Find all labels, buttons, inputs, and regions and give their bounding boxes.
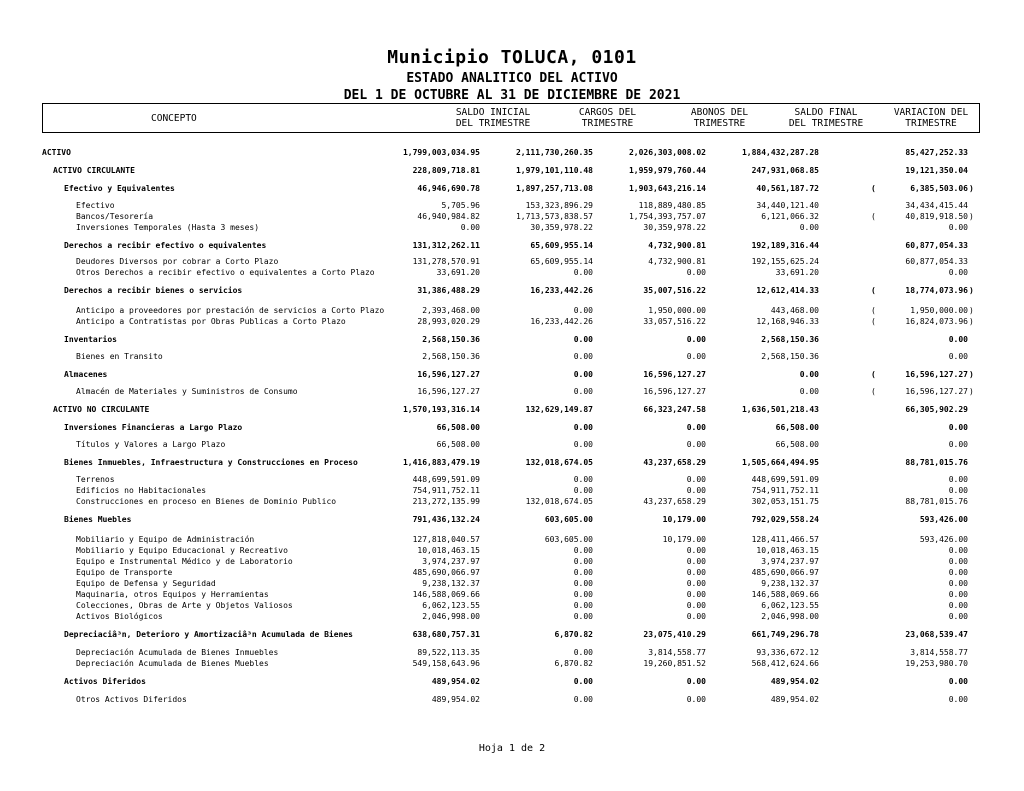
saldo-inicial-cell: 549,158,643.96 [412,659,480,668]
saldo-inicial-cell: 16,596,127.27 [417,370,480,379]
cargos-cell: 0.00 [573,440,593,449]
account-label: ACTIVO NO CIRCULANTE [53,405,150,414]
variacion-cell: 0.00 [948,475,968,484]
variacion-cell: 60,877,054.33 [905,241,968,250]
report-title: Municipio TOLUCA, 0101 [387,47,637,68]
negative-close-paren: ) [969,184,974,193]
variacion-cell: 19,253,980.70 [905,659,968,668]
variacion-cell: 6,385,503.06 [910,184,968,193]
abonos-cell: 1,950,000.00 [648,306,706,315]
variacion-cell: 16,596,127.27 [905,387,968,396]
account-label: Colecciones, Obras de Arte y Objetos Valiosos [76,601,293,610]
table-row [0,496,1024,507]
saldo-inicial-cell: 66,508.00 [436,440,480,449]
table-row [0,165,1024,176]
cargos-cell: 0.00 [573,579,593,588]
cargos-cell: 0.00 [573,352,593,361]
table-row [0,474,1024,485]
saldo-final-cell: 66,508.00 [775,423,819,432]
variacion-cell: 0.00 [948,268,968,277]
saldo-final-cell: 302,053,151.75 [751,497,819,506]
saldo-final-cell: 754,911,752.11 [751,486,819,495]
abonos-cell: 43,237,658.29 [643,497,706,506]
saldo-final-cell: 6,062,123.55 [761,601,819,610]
saldo-inicial-cell: 1,799,003,034.95 [402,148,480,157]
saldo-inicial-cell: 89,522,113.35 [417,648,480,657]
cargos-cell: 0.00 [573,370,593,379]
saldo-final-cell: 3,974,237.97 [761,557,819,566]
saldo-inicial-cell: 127,818,040.57 [412,535,480,544]
variacion-cell: 0.00 [948,335,968,344]
account-label: Anticipo a Contratistas por Obras Publicas a Corto Plazo [76,317,346,326]
negative-open-paren: ( [871,370,876,379]
variacion-cell: 0.00 [948,590,968,599]
table-row [0,183,1024,194]
account-label: ACTIVO CIRCULANTE [53,166,135,175]
table-row [0,514,1024,525]
negative-open-paren: ( [871,286,876,295]
table-row [0,240,1024,251]
variacion-cell: 0.00 [948,601,968,610]
saldo-inicial-cell: 1,570,193,316.14 [402,405,480,414]
saldo-final-cell: 128,411,466.57 [751,535,819,544]
cargos-cell: 65,609,955.14 [530,257,593,266]
account-label: Depreciación Acumulada de Bienes Muebles [76,659,269,668]
account-label: Mobiliario y Equipo Educacional y Recreativo [76,546,288,555]
saldo-final-cell: 489,954.02 [770,677,819,686]
account-label: Equipo de Transporte [76,568,173,577]
cargos-cell: 0.00 [573,590,593,599]
col-header-saldo-inicial: SALDO INICIAL DEL TRIMESTRE [455,107,531,129]
variacion-cell: 1,950,000.00 [910,306,968,315]
variacion-cell: 34,434,415.44 [905,201,968,210]
saldo-inicial-cell: 2,568,150.36 [422,352,480,361]
cargos-cell: 0.00 [573,475,593,484]
account-label: Bienes en Transito [76,352,163,361]
account-label: Derechos a recibir efectivo o equivalentes [64,241,267,250]
saldo-final-cell: 1,636,501,218.43 [741,405,819,414]
saldo-final-cell: 40,561,187.72 [756,184,819,193]
variacion-cell: 593,426.00 [919,535,968,544]
saldo-inicial-cell: 16,596,127.27 [417,387,480,396]
saldo-final-cell: 2,568,150.36 [761,335,819,344]
cargos-cell: 603,605.00 [544,515,593,524]
account-label: Terrenos [76,475,115,484]
variacion-cell: 593,426.00 [919,515,968,524]
variacion-cell: 0.00 [948,423,968,432]
cargos-cell: 0.00 [573,335,593,344]
account-label: Activos Biológicos [76,612,163,621]
saldo-inicial-cell: 638,680,757.31 [412,630,480,639]
saldo-final-cell: 485,690,066.97 [751,568,819,577]
saldo-final-cell: 0.00 [799,223,819,232]
saldo-inicial-cell: 489,954.02 [431,677,480,686]
abonos-cell: 0.00 [686,486,706,495]
account-label: Almacén de Materiales y Suministros de Consumo [76,387,298,396]
account-label: Maquinaria, otros Equipos y Herramientas [76,590,269,599]
variacion-cell: 0.00 [948,486,968,495]
saldo-inicial-cell: 9,238,132.37 [422,579,480,588]
saldo-final-cell: 12,168,946.33 [756,317,819,326]
cargos-cell: 603,605.00 [544,535,593,544]
abonos-cell: 10,179.00 [662,515,706,524]
variacion-cell: 23,068,539.47 [905,630,968,639]
cargos-cell: 0.00 [573,387,593,396]
saldo-inicial-cell: 485,690,066.97 [412,568,480,577]
table-row [0,200,1024,211]
abonos-cell: 118,889,480.85 [638,201,706,210]
variacion-cell: 16,824,073.96 [905,317,968,326]
table-row [0,647,1024,658]
cargos-cell: 0.00 [573,612,593,621]
col-header-concepto: CONCEPTO [151,113,197,124]
cargos-cell: 6,870.82 [554,659,593,668]
abonos-cell: 0.00 [686,601,706,610]
report-subtitle: ESTADO ANALITICO DEL ACTIVO [406,71,618,86]
cargos-cell: 0.00 [573,486,593,495]
saldo-inicial-cell: 46,940,984.82 [417,212,480,221]
saldo-final-cell: 33,691.20 [775,268,819,277]
account-label: Mobiliario y Equipo de Administración [76,535,255,544]
abonos-cell: 16,596,127.27 [643,387,706,396]
abonos-cell: 0.00 [686,335,706,344]
account-label: Equipo e Instrumental Médico y de Laboratorio [76,557,293,566]
account-label: Bienes Inmuebles, Infraestructura y Construcciones en Proceso [64,458,358,467]
abonos-cell: 0.00 [686,677,706,686]
negative-close-paren: ) [969,212,974,221]
saldo-inicial-cell: 5,705.96 [441,201,480,210]
variacion-cell: 85,427,252.33 [905,148,968,157]
cargos-cell: 0.00 [573,677,593,686]
saldo-inicial-cell: 2,046,998.00 [422,612,480,621]
abonos-cell: 1,959,979,760.44 [628,166,706,175]
account-label: Títulos y Valores a Largo Plazo [76,440,226,449]
saldo-final-cell: 1,505,664,494.95 [741,458,819,467]
abonos-cell: 0.00 [686,423,706,432]
abonos-cell: 4,732,900.81 [648,257,706,266]
abonos-cell: 35,007,516.22 [643,286,706,295]
saldo-final-cell: 66,508.00 [775,440,819,449]
abonos-cell: 0.00 [686,579,706,588]
cargos-cell: 6,870.82 [554,630,593,639]
table-row [0,256,1024,267]
abonos-cell: 10,179.00 [662,535,706,544]
account-label: Bienes Muebles [64,515,132,524]
table-row [0,694,1024,705]
saldo-final-cell: 6,121,066.32 [761,212,819,221]
variacion-cell: 19,121,350.04 [905,166,968,175]
cargos-cell: 153,323,896.29 [525,201,593,210]
cargos-cell: 0.00 [573,306,593,315]
table-row [0,267,1024,278]
cargos-cell: 1,713,573,838.57 [515,212,593,221]
abonos-cell: 4,732,900.81 [648,241,706,250]
account-label: Efectivo y Equivalentes [64,184,175,193]
saldo-final-cell: 247,931,068.85 [751,166,819,175]
saldo-final-cell: 661,749,296.78 [751,630,819,639]
variacion-cell: 0.00 [948,579,968,588]
table-row [0,222,1024,233]
variacion-cell: 0.00 [948,568,968,577]
saldo-inicial-cell: 213,272,135.99 [412,497,480,506]
abonos-cell: 0.00 [686,440,706,449]
negative-close-paren: ) [969,387,974,396]
saldo-inicial-cell: 2,568,150.36 [422,335,480,344]
cargos-cell: 16,233,442.26 [530,286,593,295]
table-row [0,534,1024,545]
saldo-inicial-cell: 10,018,463.15 [417,546,480,555]
table-row [0,556,1024,567]
negative-close-paren: ) [969,306,974,315]
cargos-cell: 132,629,149.87 [525,405,593,414]
saldo-final-cell: 34,440,121.40 [756,201,819,210]
saldo-inicial-cell: 66,508.00 [436,423,480,432]
account-label: Edificios no Habitacionales [76,486,207,495]
table-row [0,567,1024,578]
cargos-cell: 0.00 [573,557,593,566]
abonos-cell: 0.00 [686,590,706,599]
cargos-cell: 0.00 [573,546,593,555]
page-footer: Hoja 1 de 2 [478,743,546,754]
saldo-final-cell: 568,412,624.66 [751,659,819,668]
table-row [0,578,1024,589]
negative-close-paren: ) [969,286,974,295]
table-row [0,545,1024,556]
table-row [0,404,1024,415]
abonos-cell: 0.00 [686,268,706,277]
table-row [0,600,1024,611]
saldo-final-cell: 10,018,463.15 [756,546,819,555]
report-period: DEL 1 DE OCTUBRE AL 31 DE DICIEMBRE DE 2021 [343,88,681,103]
table-row [0,611,1024,622]
account-label: Inversiones Temporales (Hasta 3 meses) [76,223,260,232]
variacion-cell: 60,877,054.33 [905,257,968,266]
saldo-inicial-cell: 2,393,468.00 [422,306,480,315]
account-label: Activos Diferidos [64,677,146,686]
saldo-inicial-cell: 0.00 [460,223,480,232]
variacion-cell: 0.00 [948,695,968,704]
account-label: Deudores Diversos por cobrar a Corto Plazo [76,257,279,266]
abonos-cell: 30,359,978.22 [643,223,706,232]
table-row [0,351,1024,362]
account-label: Construcciones en proceso en Bienes de Dominio Publico [76,497,337,506]
saldo-final-cell: 489,954.02 [770,695,819,704]
saldo-inicial-cell: 146,588,069.66 [412,590,480,599]
saldo-inicial-cell: 754,911,752.11 [412,486,480,495]
cargos-cell: 0.00 [573,423,593,432]
saldo-final-cell: 192,155,625.24 [751,257,819,266]
abonos-cell: 3,814,558.77 [648,648,706,657]
saldo-inicial-cell: 3,974,237.97 [422,557,480,566]
variacion-cell: 0.00 [948,677,968,686]
variacion-cell: 88,781,015.76 [905,458,968,467]
table-row [0,457,1024,468]
abonos-cell: 66,323,247.58 [643,405,706,414]
account-label: Almacenes [64,370,108,379]
abonos-cell: 33,057,516.22 [643,317,706,326]
cargos-cell: 65,609,955.14 [530,241,593,250]
saldo-final-cell: 1,884,432,287.28 [741,148,819,157]
abonos-cell: 2,026,303,008.02 [628,148,706,157]
variacion-cell: 0.00 [948,440,968,449]
account-label: Derechos a recibir bienes o servicios [64,286,243,295]
col-header-saldo-final: SALDO FINAL DEL TRIMESTRE [788,107,864,129]
account-label: Inventarios [64,335,117,344]
abonos-cell: 1,903,643,216.14 [628,184,706,193]
saldo-final-cell: 0.00 [799,370,819,379]
saldo-final-cell: 443,468.00 [770,306,819,315]
account-label: Otros Activos Diferidos [76,695,187,704]
saldo-final-cell: 2,046,998.00 [761,612,819,621]
variacion-cell: 0.00 [948,352,968,361]
saldo-final-cell: 448,699,591.09 [751,475,819,484]
abonos-cell: 43,237,658.29 [643,458,706,467]
variacion-cell: 88,781,015.76 [905,497,968,506]
saldo-final-cell: 93,336,672.12 [756,648,819,657]
saldo-final-cell: 9,238,132.37 [761,579,819,588]
account-label: ACTIVO [42,148,71,157]
saldo-inicial-cell: 31,386,488.29 [417,286,480,295]
table-row [0,485,1024,496]
saldo-final-cell: 192,189,316.44 [751,241,819,250]
abonos-cell: 0.00 [686,568,706,577]
account-label: Bancos/Tesorería [76,212,154,221]
saldo-final-cell: 0.00 [799,387,819,396]
table-row [0,386,1024,397]
table-row [0,422,1024,433]
saldo-inicial-cell: 6,062,123.55 [422,601,480,610]
saldo-final-cell: 2,568,150.36 [761,352,819,361]
saldo-inicial-cell: 46,946,690.78 [417,184,480,193]
saldo-final-cell: 12,612,414.33 [756,286,819,295]
variacion-cell: 18,774,073.96 [905,286,968,295]
abonos-cell: 0.00 [686,475,706,484]
table-row [0,334,1024,345]
table-row [0,211,1024,222]
account-label: Efectivo [76,201,115,210]
negative-close-paren: ) [969,370,974,379]
table-row [0,369,1024,380]
table-row [0,658,1024,669]
table-row [0,285,1024,296]
saldo-final-cell: 146,588,069.66 [751,590,819,599]
abonos-cell: 0.00 [686,612,706,621]
account-label: Depreciaciâ³n, Deterioro y Amortizaciâ³n Acumulada de Bienes [64,630,353,639]
abonos-cell: 0.00 [686,352,706,361]
variacion-cell: 3,814,558.77 [910,648,968,657]
cargos-cell: 1,897,257,713.08 [515,184,593,193]
table-row [0,316,1024,327]
table-row [0,589,1024,600]
saldo-inicial-cell: 131,312,262.11 [412,241,480,250]
account-label: Anticipo a proveedores por prestación de servicios a Corto Plazo [76,306,385,315]
abonos-cell: 0.00 [686,557,706,566]
table-row [0,676,1024,687]
table-row [0,629,1024,640]
table-row [0,147,1024,158]
saldo-inicial-cell: 28,993,020.29 [417,317,480,326]
saldo-inicial-cell: 131,278,570.91 [412,257,480,266]
cargos-cell: 0.00 [573,268,593,277]
cargos-cell: 2,111,730,260.35 [515,148,593,157]
negative-open-paren: ( [871,212,876,221]
col-header-cargos: CARGOS DEL TRIMESTRE [578,107,637,129]
cargos-cell: 132,018,674.05 [525,458,593,467]
account-label: Depreciación Acumulada de Bienes Inmuebles [76,648,279,657]
cargos-cell: 132,018,674.05 [525,497,593,506]
variacion-cell: 66,305,902.29 [905,405,968,414]
negative-open-paren: ( [871,387,876,396]
saldo-inicial-cell: 791,436,132.24 [412,515,480,524]
saldo-inicial-cell: 489,954.02 [431,695,480,704]
account-label: Inversiones Financieras a Largo Plazo [64,423,243,432]
cargos-cell: 0.00 [573,695,593,704]
cargos-cell: 0.00 [573,648,593,657]
negative-open-paren: ( [871,306,876,315]
abonos-cell: 23,075,410.29 [643,630,706,639]
saldo-inicial-cell: 33,691.20 [436,268,480,277]
variacion-cell: 0.00 [948,546,968,555]
saldo-inicial-cell: 1,416,883,479.19 [402,458,480,467]
table-row [0,439,1024,450]
variacion-cell: 40,819,918.50 [905,212,968,221]
abonos-cell: 0.00 [686,695,706,704]
abonos-cell: 1,754,393,757.07 [628,212,706,221]
variacion-cell: 0.00 [948,612,968,621]
negative-open-paren: ( [871,317,876,326]
cargos-cell: 0.00 [573,601,593,610]
col-header-abonos: ABONOS DEL TRIMESTRE [690,107,749,129]
abonos-cell: 16,596,127.27 [643,370,706,379]
account-label: Otros Derechos a recibir efectivo o equivalentes a Corto Plazo [76,268,375,277]
saldo-inicial-cell: 228,809,718.81 [412,166,480,175]
abonos-cell: 0.00 [686,546,706,555]
table-row [0,305,1024,316]
saldo-final-cell: 792,029,558.24 [751,515,819,524]
abonos-cell: 19,260,851.52 [643,659,706,668]
cargos-cell: 30,359,978.22 [530,223,593,232]
col-header-variacion: VARIACION DEL TRIMESTRE [893,107,969,129]
variacion-cell: 0.00 [948,223,968,232]
negative-open-paren: ( [871,184,876,193]
cargos-cell: 1,979,101,110.48 [515,166,593,175]
saldo-inicial-cell: 448,699,591.09 [412,475,480,484]
cargos-cell: 16,233,442.26 [530,317,593,326]
account-label: Equipo de Defensa y Seguridad [76,579,216,588]
negative-close-paren: ) [969,317,974,326]
variacion-cell: 0.00 [948,557,968,566]
variacion-cell: 16,596,127.27 [905,370,968,379]
cargos-cell: 0.00 [573,568,593,577]
